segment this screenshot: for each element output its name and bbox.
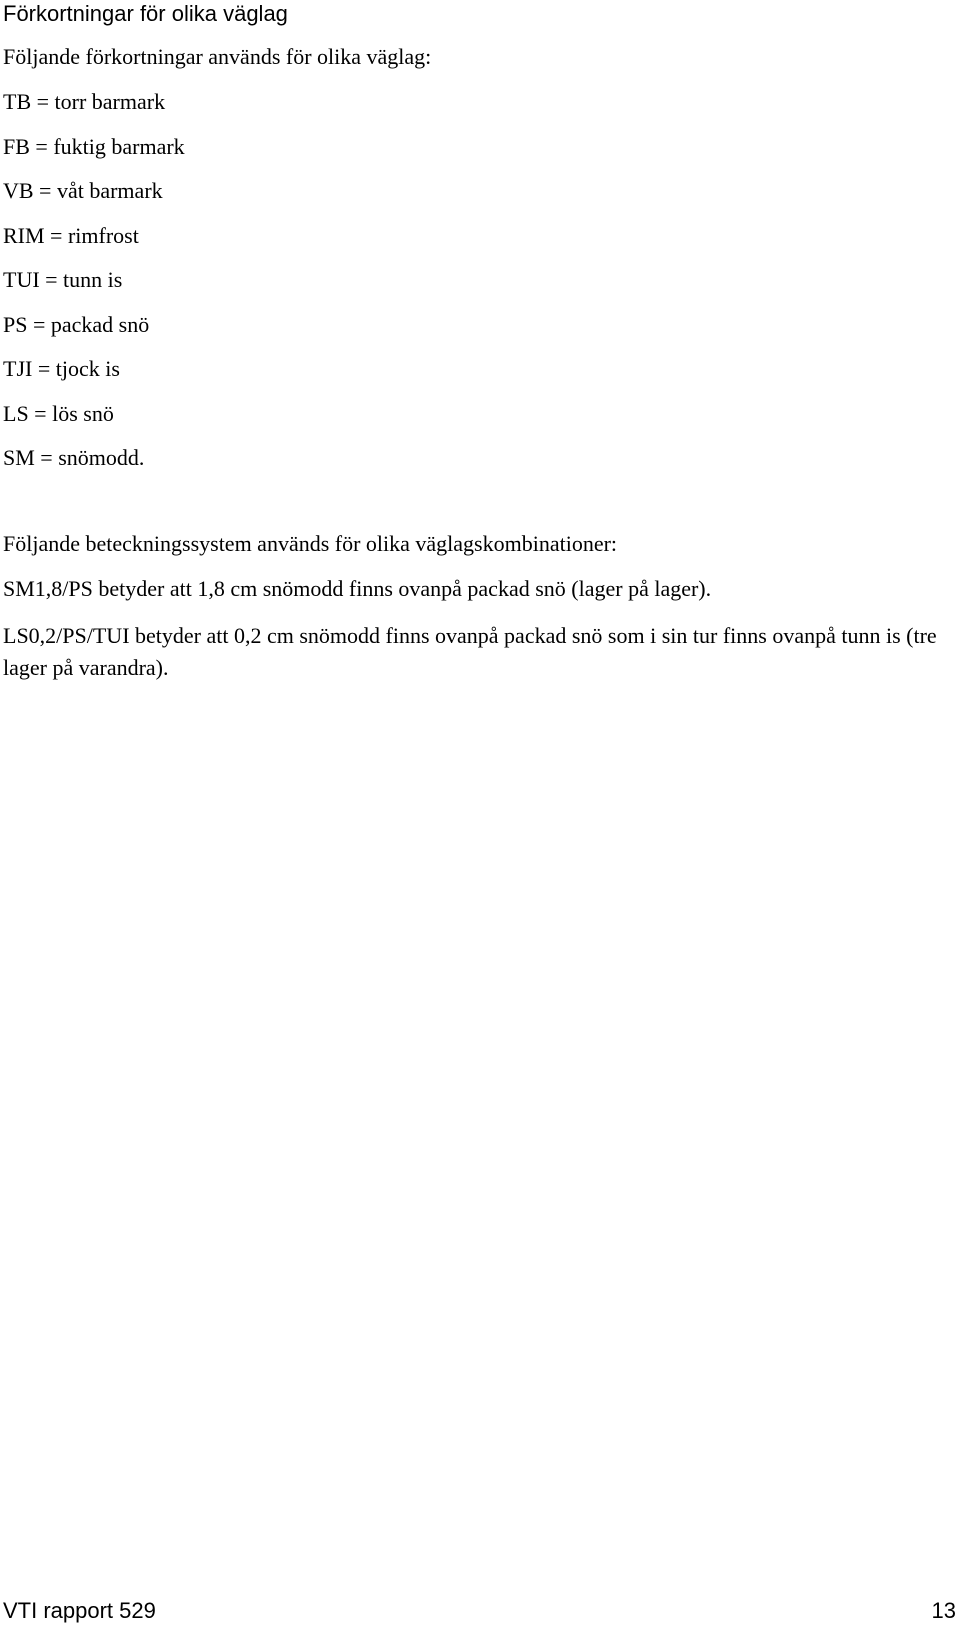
list-item: TB = torr barmark [3, 89, 166, 114]
list-item: PS = packad snö [3, 311, 150, 337]
footer-page-number: 13 [931, 1598, 956, 1623]
list-item: VB = våt barmark [3, 178, 163, 203]
list-item: TUI = tunn is [3, 267, 123, 292]
list-item: FB = fuktig barmark [3, 133, 185, 159]
list-item: TJI = tjock is [3, 356, 120, 381]
page-title: Förkortningar för olika väglag [3, 1, 288, 26]
abbreviation-list [3, 88, 185, 489]
list-item: SM = snömodd. [3, 445, 145, 470]
list-item: RIM = rimfrost [3, 222, 139, 248]
example-paragraph: SM1,8/PS betyder att 1,8 cm snömodd finns ovanpå packad snö (lager på lager). [3, 576, 712, 601]
intro-text: Följande förkortningar används för olika väglag: [3, 44, 432, 69]
example-paragraph: LS0,2/PS/TUI betyder att 0,2 cm snömodd finns ovanpå packad snö som i sin tur finns ovanpå tunn is (tre lager på varandra). [3, 623, 937, 680]
system-intro-text: Följande beteckningssystem används för olika väglagskombinationer: [3, 531, 618, 556]
list-item: LS = lös snö [3, 400, 114, 426]
footer-report-label: VTI rapport 529 [3, 1598, 156, 1623]
